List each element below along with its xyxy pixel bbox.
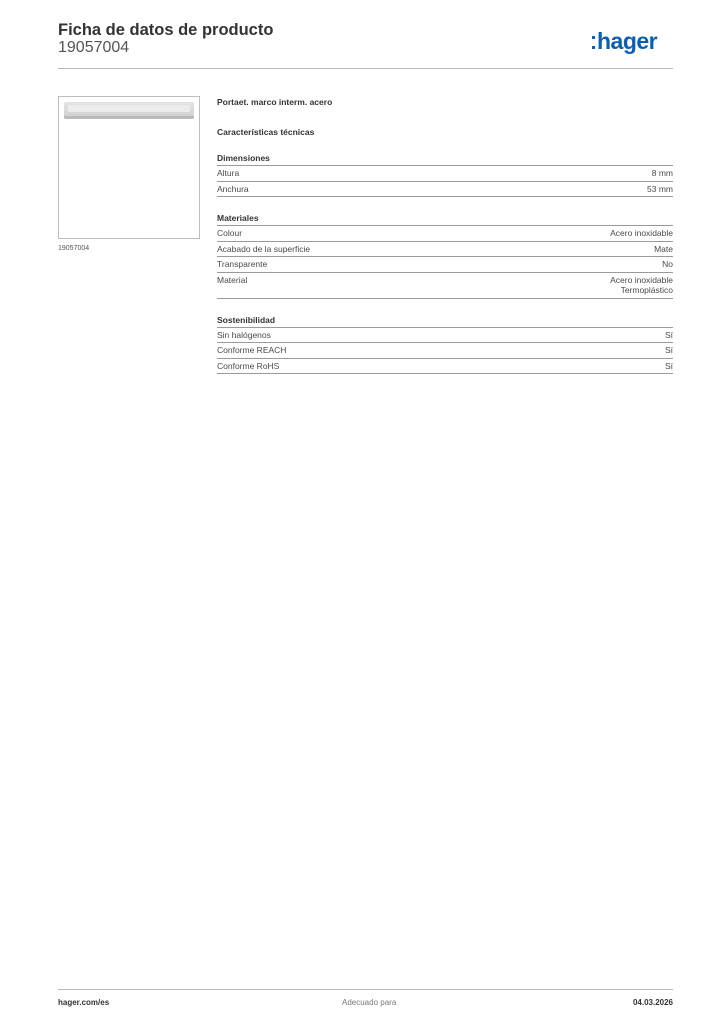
technical-characteristics-heading: Características técnicas — [217, 127, 315, 137]
spec-value — [647, 184, 673, 195]
spec-value — [610, 228, 673, 239]
hager-logo[interactable] — [592, 28, 657, 56]
section-title: Materiales — [217, 213, 673, 226]
spec-value — [652, 168, 673, 179]
logo-dots-icon — [592, 36, 595, 49]
spec-value-line: 8 mm — [651, 168, 673, 178]
spec-value-line: Sí — [664, 345, 673, 355]
technical-content — [217, 97, 673, 374]
product-frame-illustration — [64, 102, 194, 119]
spec-value-line: Sí — [664, 360, 673, 371]
spec-value — [665, 330, 673, 341]
spec-value — [665, 345, 673, 356]
spec-value-line: Sí — [664, 329, 673, 340]
spec-label: Conforme REACH — [217, 345, 287, 355]
spec-row — [217, 182, 673, 198]
spec-label: Sin halógenos — [217, 329, 271, 340]
spec-label: Colour — [217, 228, 243, 238]
spec-label: Anchura — [217, 183, 249, 194]
image-caption: 19057004 — [58, 245, 90, 252]
footer-divider — [58, 989, 673, 990]
product-name: Portaet. marco interm. acero — [217, 97, 333, 107]
footer-suitable-for: Adecuado para — [342, 998, 397, 1007]
spec-section — [217, 315, 673, 375]
spec-row — [217, 226, 673, 242]
spec-value — [665, 361, 673, 372]
spec-value-line: Acero inoxidable — [610, 274, 673, 285]
product-code: 19057004 — [58, 39, 130, 56]
spec-label: Conforme RoHS — [217, 360, 280, 371]
spec-value-line: Acero inoxidable — [610, 228, 673, 238]
spec-row — [217, 242, 673, 258]
spec-section — [217, 213, 673, 299]
spec-row — [217, 166, 673, 182]
spec-value — [662, 259, 673, 270]
spec-row — [217, 359, 673, 375]
footer-website-link[interactable]: hager.com/es — [58, 998, 110, 1007]
spec-value — [610, 275, 673, 296]
spec-label: Altura — [217, 168, 240, 178]
spec-label: Material — [217, 274, 248, 285]
spec-sections — [217, 153, 673, 374]
footer-date: 04.03.2026 — [632, 998, 673, 1007]
product-image — [58, 96, 200, 239]
spec-row — [217, 257, 673, 273]
spec-value-line: 53 mm — [647, 183, 673, 194]
logo-text: hager — [597, 28, 658, 54]
spec-value-line: No — [662, 259, 673, 269]
spec-row — [217, 273, 673, 299]
header-divider — [58, 68, 673, 69]
section-title: Dimensiones — [217, 153, 673, 166]
spec-label: Acabado de la superficie — [217, 243, 311, 254]
spec-value-line: Mate — [654, 243, 673, 254]
spec-label: Transparente — [217, 259, 268, 269]
spec-section — [217, 153, 673, 197]
section-title: Sostenibilidad — [217, 315, 673, 328]
spec-value-line: Termoplástico — [620, 285, 673, 295]
spec-row — [217, 343, 673, 359]
spec-row — [217, 328, 673, 344]
spec-value — [654, 244, 673, 255]
page-title: Ficha de datos de producto — [58, 21, 274, 39]
